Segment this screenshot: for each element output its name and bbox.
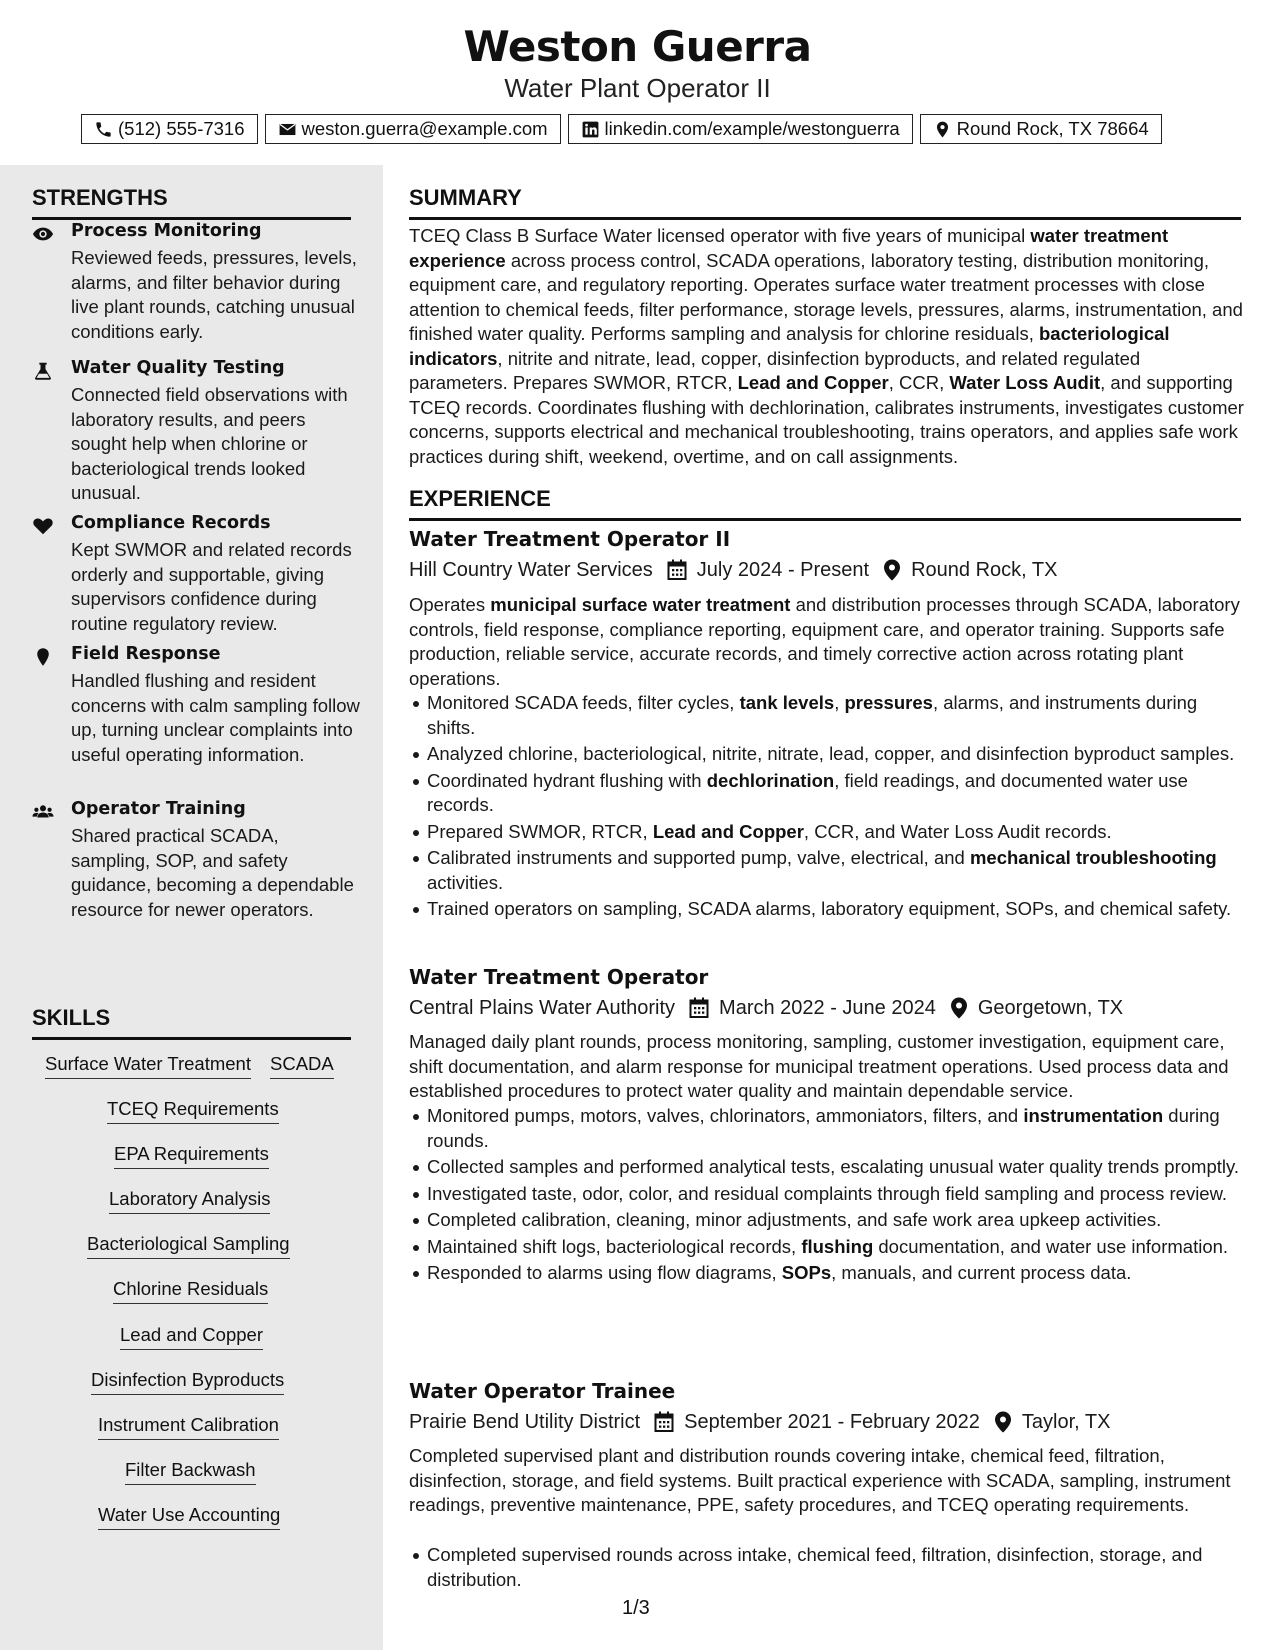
bullet-highlight: flushing	[801, 1235, 874, 1257]
bullet-segment: Completed calibration, cleaning, minor adjustments, and safe work area upkeep activities.	[427, 1209, 1162, 1230]
contact-bar	[81, 114, 1162, 144]
job-bullets	[409, 691, 1244, 924]
job-company: Prairie Bend Utility District	[409, 1410, 641, 1433]
calendar-icon	[689, 997, 709, 1019]
calendar-icon	[667, 559, 687, 581]
candidate-role: Water Plant Operator II	[504, 73, 771, 103]
strength-title: Water Quality Testing	[71, 358, 285, 378]
contact-phone	[81, 114, 258, 144]
summary-segment: TCEQ Class B Surface Water licensed operator with five years of municipal	[409, 225, 1031, 246]
skill-tag: EPA Requirements	[114, 1143, 269, 1169]
skill-tag: Lead and Copper	[120, 1324, 263, 1350]
bullet-segment: Analyzed chlorine, bacteriological, nitrite, nitrate, lead, copper, and disinfection byproduct samples.	[427, 743, 1235, 764]
summary-heading: SUMMARY	[409, 185, 1241, 220]
bullet-highlight: dechlorination	[706, 769, 835, 791]
bullet-item	[409, 897, 1244, 922]
desc-segment: Operates	[409, 594, 491, 615]
bullet-item	[409, 1235, 1244, 1260]
summary-highlight: Water Loss Audit	[949, 372, 1101, 393]
job-meta	[409, 1409, 1110, 1435]
bullet-segment: Investigated taste, odor, color, and residual complaints through field sampling and process review.	[427, 1182, 1228, 1204]
skill-tag: Chlorine Residuals	[113, 1278, 268, 1304]
bullet-item	[409, 1543, 1244, 1592]
bullet-highlight: instrumentation	[1023, 1105, 1164, 1126]
bullet-segment: activities.	[427, 871, 504, 893]
bullet-segment: , field readings, and documented water use records.	[427, 769, 1188, 815]
skill-tag: Instrument Calibration	[98, 1414, 279, 1440]
bullet-segment: Prepared SWMOR, RTCR,	[427, 820, 653, 842]
job-bullets	[409, 1543, 1244, 1594]
skill-tag: Laboratory Analysis	[109, 1188, 270, 1214]
bullet-highlight: pressures	[844, 692, 933, 713]
bullet-segment: Monitored SCADA feeds, filter cycles,	[427, 692, 740, 713]
calendar-icon	[654, 1411, 674, 1433]
job-meta	[409, 995, 1123, 1021]
strength-description: Reviewed feeds, pressures, levels, alarms, and filter behavior during live plant rounds, catching unusual conditions early.	[71, 247, 357, 342]
bullet-item	[409, 691, 1244, 740]
job-description	[409, 1444, 1244, 1518]
bullet-segment: Collected samples and performed analytical tests, escalating unusual water quality trends promptly.	[427, 1156, 1240, 1177]
contact-email[interactable]	[265, 114, 561, 144]
job-company: Hill Country Water Services	[409, 558, 653, 581]
bullet-item	[409, 769, 1244, 818]
bullet-item	[409, 1261, 1244, 1286]
job-title: Water Treatment Operator	[409, 965, 709, 989]
map-pin-icon	[994, 1411, 1012, 1433]
candidate-name: Weston Guerra	[463, 22, 812, 71]
phone-text: (512) 555-7316	[118, 118, 245, 139]
strength-description: Shared practical SCADA, sampling, SOP, and safety guidance, becoming a dependable resource for newer operators.	[71, 825, 354, 920]
summary-highlight: Lead and Copper	[737, 372, 889, 393]
summary-highlight: water treatment experience	[409, 225, 1169, 271]
bullet-segment: Responded to alarms using flow diagrams,	[427, 1262, 782, 1283]
bullet-segment: , manuals, and current process data.	[831, 1262, 1132, 1283]
location-text: Round Rock, TX 78664	[956, 118, 1149, 139]
job-description	[409, 1030, 1244, 1104]
job-dates: September 2021 - February 2022	[684, 1410, 980, 1433]
bullet-item	[409, 1208, 1244, 1233]
desc-highlight: municipal surface water treatment	[490, 594, 791, 615]
skill-tag: SCADA	[270, 1053, 334, 1079]
contact-location	[920, 114, 1162, 144]
skill-tag: TCEQ Requirements	[107, 1098, 279, 1124]
flask-icon	[32, 361, 54, 381]
resume-header	[0, 0, 1275, 165]
bullet-item	[409, 846, 1244, 895]
bullet-item	[409, 1155, 1244, 1180]
skill-tag: Bacteriological Sampling	[87, 1233, 290, 1259]
bullet-segment: Trained operators on sampling, SCADA alarms, laboratory equipment, SOPs, and chemical safety.	[427, 898, 1232, 919]
desc-segment: Completed supervised plant and distribution rounds covering intake, chemical feed, filtration, disinfection, storage, and field systems. Built practical experience with SCADA, sampling, instrument readings, preventive maintenance, PPE, safety procedures, and TCEQ operating requirements.	[409, 1445, 1231, 1515]
job-location: Georgetown, TX	[977, 996, 1124, 1019]
strength-title: Process Monitoring	[71, 221, 262, 241]
bullet-highlight: SOPs	[781, 1262, 832, 1283]
users-icon	[32, 802, 54, 822]
strength-description: Kept SWMOR and related records orderly and supportable, giving supervisors confidence during routine regulatory review.	[71, 539, 352, 634]
job-meta	[409, 557, 1057, 583]
bullet-segment: Calibrated instruments and supported pump, valve, electrical, and	[427, 847, 970, 868]
job-title: Water Treatment Operator II	[409, 527, 731, 551]
email-text: weston.guerra@example.com	[301, 118, 548, 139]
strength-title: Operator Training	[71, 799, 246, 819]
linkedin-text: linkedin.com/example/westonguerra	[604, 118, 900, 139]
summary-segment: across process control, SCADA operations, laboratory testing, distribution monitoring, equipment care, and regulatory reporting. Operates surface water treatment processes with close attention to chemical feeds, filter performance, storage levels, pressures, alarms, instrumentation, and finished water quality. Performs sampling and analysis for chlorine residuals,	[409, 249, 1243, 344]
map-pin-icon	[32, 647, 54, 667]
bullet-highlight: tank levels	[739, 692, 835, 713]
job-title: Water Operator Trainee	[409, 1379, 676, 1403]
strength-title: Compliance Records	[71, 513, 271, 533]
job-dates: July 2024 - Present	[696, 558, 870, 581]
strength-description: Handled flushing and resident concerns with calm sampling follow up, turning unclear complaints into useful operating information.	[71, 670, 360, 765]
bullet-segment: , CCR, and Water Loss Audit records.	[803, 820, 1112, 842]
envelope-icon	[278, 120, 297, 139]
skill-tag: Water Use Accounting	[98, 1504, 280, 1530]
map-pin-icon	[933, 120, 952, 139]
job-location: Round Rock, TX	[911, 558, 1058, 581]
summary-segment: , and supporting TCEQ records. Coordinates flushing with dechlorination, calibrates instruments, investigates customer concerns, supports electrical and mechanical troubleshooting, trains operators, and applies safe work practices during shift, weekend, overtime, and on call assignments.	[409, 372, 1244, 467]
skill-tag: Disinfection Byproducts	[91, 1369, 284, 1395]
job-company: Central Plains Water Authority	[409, 996, 676, 1019]
map-pin-icon	[883, 559, 901, 581]
skill-tag: Surface Water Treatment	[45, 1053, 251, 1079]
bullet-segment: during rounds.	[427, 1105, 1220, 1151]
sidebar	[0, 165, 383, 1650]
summary-highlight: bacteriological indicators	[409, 323, 1170, 369]
bullet-segment: Maintained shift logs, bacteriological records,	[427, 1235, 802, 1257]
bullet-highlight: mechanical troubleshooting	[969, 847, 1217, 868]
summary-segment: , nitrite and nitrate, lead, copper, disinfection byproducts, and related regulated parameters. Prepares SWMOR, RTCR,	[409, 347, 1141, 393]
page-number: 1/3	[622, 1597, 650, 1619]
bullet-segment: ,	[834, 692, 845, 713]
summary-segment: , CCR,	[888, 372, 950, 393]
experience-heading: EXPERIENCE	[409, 486, 1241, 521]
skills-heading: SKILLS	[32, 1005, 351, 1040]
bullet-highlight: Lead and Copper	[652, 820, 804, 842]
job-description	[409, 593, 1244, 691]
bullet-item	[409, 820, 1244, 845]
bullet-segment: Coordinated hydrant flushing with	[427, 769, 707, 791]
bullet-segment: Completed supervised rounds across intake, chemical feed, filtration, disinfection, storage, and distribution.	[427, 1544, 1203, 1590]
job-dates: March 2022 - June 2024	[719, 996, 936, 1019]
linkedin-icon	[581, 120, 600, 139]
desc-segment: Managed daily plant rounds, process monitoring, sampling, customer investigation, equipment care, shift documentation, and alarm response for municipal treatment operations. Used process data and established procedures to protect water quality and maintain dependable service.	[409, 1031, 1229, 1101]
skill-tag: Filter Backwash	[125, 1459, 256, 1485]
bullet-item	[409, 742, 1244, 767]
bullet-item	[409, 1104, 1244, 1153]
strength-title: Field Response	[71, 644, 221, 664]
eye-icon	[32, 224, 54, 244]
contact-linkedin[interactable]	[568, 114, 913, 144]
bullet-segment: , alarms, and instruments during shifts.	[427, 692, 1198, 738]
bullet-segment: documentation, and water use information.	[873, 1235, 1229, 1257]
map-pin-icon	[950, 997, 968, 1019]
strengths-heading: STRENGTHS	[32, 185, 351, 220]
summary-text	[409, 224, 1244, 469]
strength-description: Connected field observations with laboratory results, and peers sought help when chlorine or bacteriological trends looked unusual.	[71, 384, 348, 503]
job-location: Taylor, TX	[1021, 1410, 1111, 1433]
phone-icon	[94, 120, 113, 139]
job-bullets	[409, 1104, 1244, 1288]
heart-icon	[32, 516, 54, 536]
desc-segment: and distribution processes through SCADA, laboratory controls, field response, compliance reporting, equipment care, and operator training. Supports safe production, reliable service, accurate records, and timely corrective action across rotating plant operations.	[409, 594, 1240, 689]
bullet-segment: Monitored pumps, motors, valves, chlorinators, ammoniators, filters, and	[427, 1105, 1024, 1126]
bullet-item	[409, 1182, 1244, 1207]
